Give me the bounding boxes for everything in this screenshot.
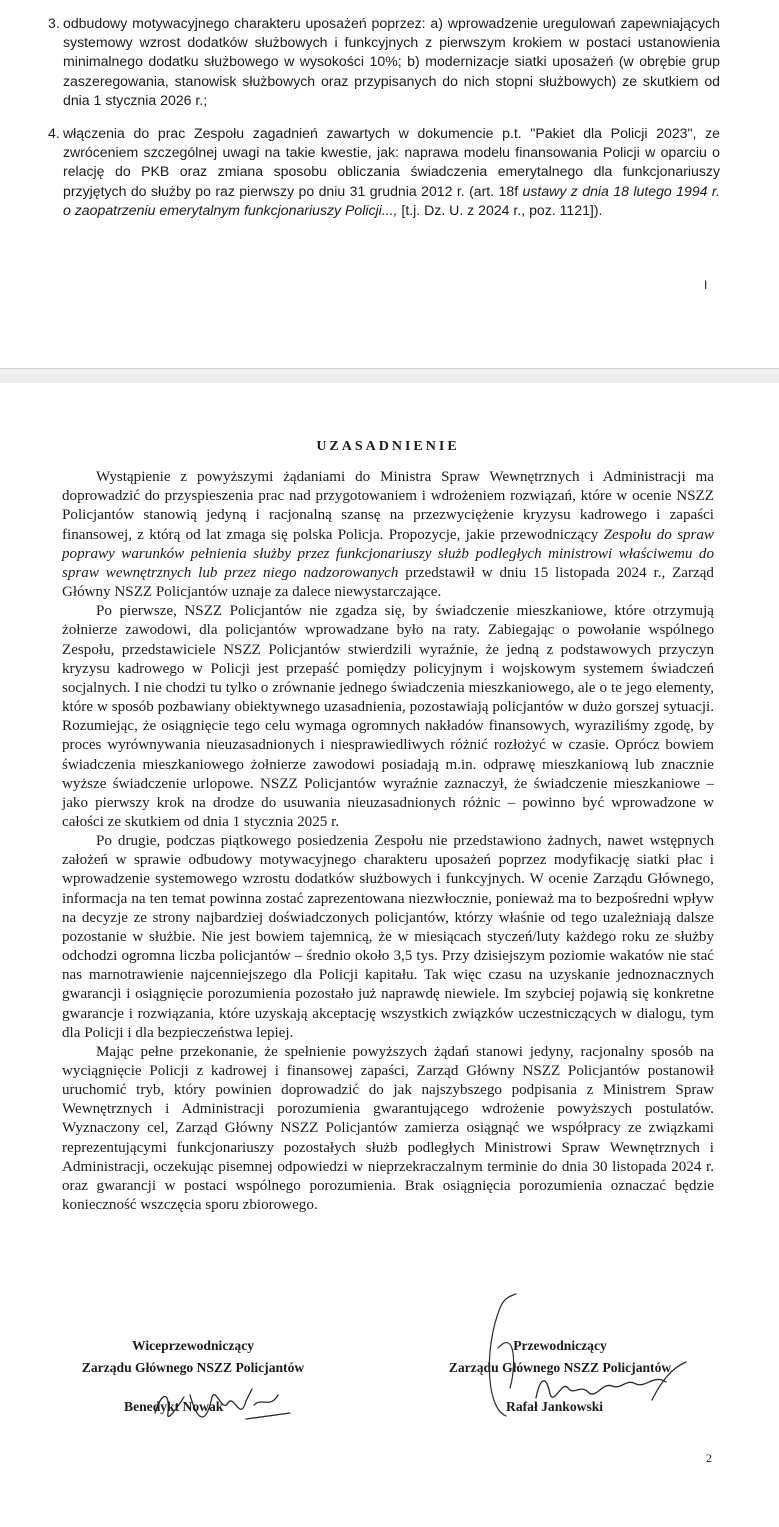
signatory-name: Benedykt Nowak (124, 1399, 224, 1414)
list-item-text-tail: [t.j. Dz. U. z 2024 r., poz. 1121]). (401, 201, 603, 218)
demands-list-continuation (48, 14, 720, 234)
page-top-fragment (0, 0, 779, 368)
paragraph-first: Po pierwsze, NSZZ Policjantów nie zgadza się, by świadczenie mieszkaniowe, które otrzymują żołnierze zawodowi, dla policjantów wprowadzane było na raty. Zabiegając o powołanie wspólnego Zespołu, przedstawiciele NSZZ Policjantów stwierdzili wyraźnie, że jedną z podstawowych przyczyn kryzysu kadrowego w Policji jest przepaść pomiędzy policyjnym i wojskowym systemem świadczeń socjalnych. I nie chodzi tu tylko o zrównanie jednego świadczenia mieszkaniowego, ale o te jego elementy, które w sposób pozbawiany obiektywnego uzasadnienia, pozostawiają policjantów w dużo gorszej sytuacji. Rozumiejąc, że osiągnięcie tego celu wymaga ogromnych nakładów finansowych, wyraziliśmy zgodę, by proces wyrównywania nieuzasadnionych i niesprawiedliwych różnić rozłożyć w czasie. Oprócz bowiem świadczenia mieszkaniowego żołnierze zawodowi posiadają m.in. odprawę mieszkaniową lub znacznie wyższe świadczenie urlopowe. NSZZ Policjantów wyraźnie zaznaczył, że świadczenie mieszkaniowe – jako pierwszy krok na drodze do usuwania nieuzasadnionych różnic – powinno być wprowadzone w całości ze skutkiem od dnia 1 stycznia 2025 r. (62, 603, 714, 830)
paragraph-text: przedstawił w dniu 15 listopada 2024 r., Zarząd Główny NSZZ Policjantów uznaje za dalece niewystarczające. (62, 564, 714, 601)
team-name-italic: Zespołu do spraw poprawy warunków pełnienia służby przez funkcjonariuszy służb podległych ministrowi właściwemu do spraw wewnętrznych lub przez niego nadzorowanych (62, 526, 714, 581)
page-number: 2 (706, 1451, 712, 1465)
list-item-number: 4. (48, 125, 60, 142)
list-item-text: odbudowy motywacyjnego charakteru uposażeń poprzez: a) wprowadzenie uregulowań zapewniających systemowy wzrost dodatków służbowych i funkcyjnych z pierwszym krokiem w postaci ustanowienia minimalnego dodatku służbowego w wysokości 10%; b) modernizacje siatki uposażeń (w obrębie grup zaszeregowania, stanowisk służbowych oraz przypisanych do nich stopni służbowych) ze skutkiem od dnia 1 stycznia 2026 r.; (63, 15, 720, 108)
statute-citation: ustawy z dnia 18 lutego 1994 r. o zaopatrzeniu emerytalnym funkcjonariuszy Policji..., (63, 182, 720, 218)
list-item-text (63, 124, 720, 220)
paragraph-second: Po drugie, podczas piątkowego posiedzenia Zespołu nie przedstawiono żadnych, nawet wstępnych założeń w sprawie odbudowy motywacyjnego charakteru uposażeń poprzez modyfikację siatki płac i wprowadzenie systemowego wzrostu dodatków służbowych i funkcyjnych. W ocenie Zarządu Głównego, informacja na ten temat powinna zostać zaprezentowana niezwłocznie, ponieważ ma to bezpośredni wpływ na decyzje ze strony najbardziej doświadczonych policjantów, którzy właśnie od tego uzależniają dalsze pozostanie w służbie. Nie jest bowiem tajemnicą, że w miesiącach styczeń/luty każdego roku ze służby odchodzi ogromna liczba policjantów – średnio około 3,5 tys. Przy dzisiejszym poziomie wakatów nie stać nas marnotrawienie najcenniejszego dla Policji kapitału. Tak więc czasu na uzyskanie jednoznacznych gwarancji i osiągnięcie porozumienia pozostało już naprawdę niewiele. Im szybciej pojawią się konkretne gwarancje i rozwiązania, które uzyskają akceptację wszystkich związków uczestniczących w dialogu, tym dla Policji i dla bezpieczeństwa lepiej. (62, 833, 714, 1041)
list-item-text-main: włączenia do prac Zespołu zagadnień zawartych w dokumencie p.t. "Pakiet dla Policji 2023", ze zwróceniem szczególnej uwagi na takie kwestie, jak: naprawa modelu finansowania Policji w oparciu o relację do PKB oraz zmiana sposobu obliczania świadczenia emerytalnego dla funkcjonariuszy przyjętych do służby po raz pierwszy po dniu 31 grudnia 2012 r. (art. 18f (63, 125, 720, 199)
paragraph-text: Wystąpienie z powyższymi żądaniami do Ministra Spraw Wewnętrznych i Administracji ma doprowadzić do przyspieszenia prac nad przygotowaniem i wdrożeniem rozwiązań, które w ocenie NSZZ Policjantów stanowią jedyną i racjonalną szansę na przezwyciężenie kryzysu kadrowego i zapaści finansowej, z którą od lat zmaga się polska Policja. Propozycje, jakie przewodniczący (62, 469, 714, 543)
paragraph-intro (62, 468, 714, 602)
signature-block-left (58, 1335, 328, 1379)
page-separator (0, 368, 779, 384)
page-justification (0, 383, 779, 1527)
signatory-organization: Zarządu Głównego NSZZ Policjantów (448, 1360, 672, 1375)
list-item (48, 14, 720, 110)
list-item (48, 124, 720, 220)
justification-body (62, 437, 714, 1215)
page-mark: I (704, 278, 708, 292)
signatory-title: Wiceprzewodniczący (131, 1338, 255, 1353)
handwritten-signature-right (476, 1288, 706, 1438)
signatory-name: Rafał Jankowski (506, 1399, 604, 1414)
section-heading: UZASADNIENIE (316, 439, 460, 454)
paragraph-conclusion: Mając pełne przekonanie, że spełnienie powyższych żądań stanowi jedyny, racjonalny sposób na wyciągnięcie Policji z kadrowej i finansowej zapaści, Zarząd Główny NSZZ Policjantów postanowił uruchomić tryb, który powinien doprowadzić do jak najszybszego podpisania z Ministrem Spraw Wewnętrznych i Administracji porozumienia gwarantującego wdrożenie powyższych postulatów. Wyznaczony cel, Zarząd Główny NSZZ Policjantów zamierza osiągnąć we współpracy ze związkami reprezentującymi funkcjonariuszy pozostałych służb podległych Ministrowi Spraw Wewnętrznych i Administracji, oczekując pisemnej odpowiedzi w nieprzekraczalnym terminie do dnia 30 listopada 2024 r. oraz gwarancji w postaci wspólnego porozumienia. Brak osiągnięcia porozumienia oznaczać będzie konieczność wszczęcia sporu zbiorowego. (62, 1043, 714, 1214)
list-item-number: 3. (48, 15, 60, 31)
signatory-title: Przewodniczący (513, 1338, 607, 1353)
signatory-organization: Zarządu Głównego NSZZ Policjantów (81, 1360, 305, 1375)
